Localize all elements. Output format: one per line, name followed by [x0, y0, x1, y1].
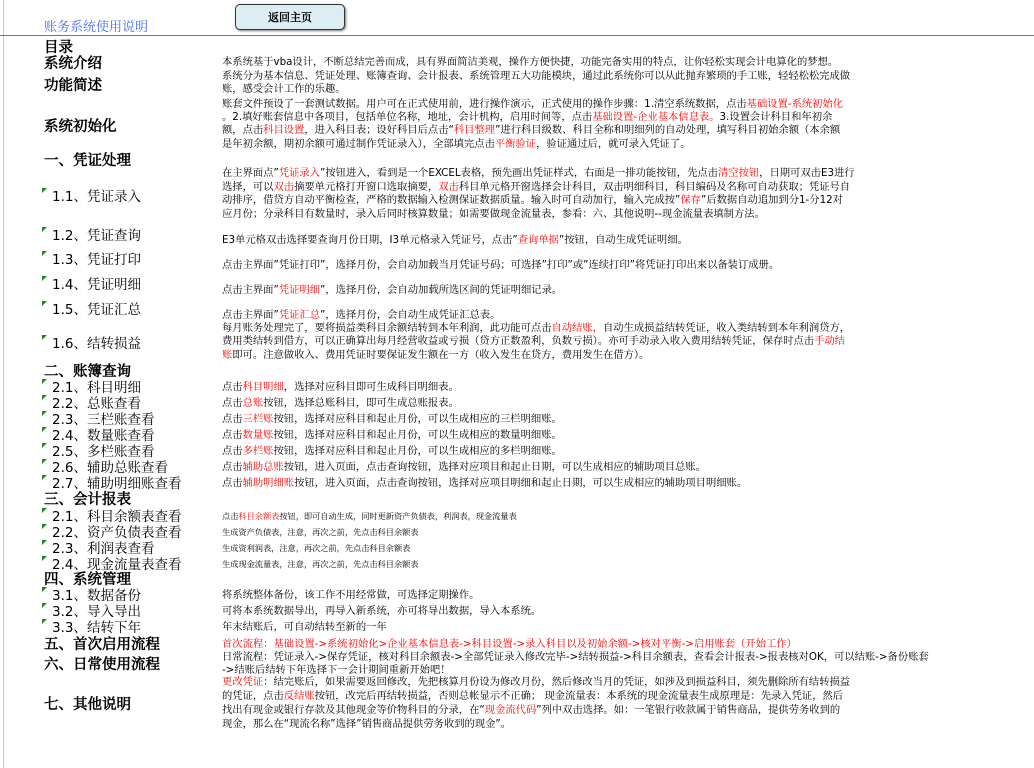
highlighted-term: 科目明细 — [242, 381, 284, 393]
text-segment: ”列中双击选择。如：一笔银行收款属于销售商品，提供劳务收到的 — [536, 704, 841, 716]
description-line — [222, 98, 843, 111]
toc-item[interactable]: 3.1、数据备份 — [52, 588, 141, 604]
highlighted-term: 手动结 — [814, 335, 845, 347]
text-segment: 是年初余额，期初余额可通过制作凭证录入），全部填完点击 — [222, 138, 495, 150]
description-line — [222, 704, 840, 717]
highlighted-term: 凭证明细 — [278, 284, 321, 296]
toc-item[interactable]: 2.7、辅助明细账查看 — [52, 476, 182, 492]
text-segment: ”，选择月份，会自动加载所选区间的凭证明细记录。 — [320, 284, 563, 296]
description-line — [222, 111, 832, 124]
description-line — [222, 413, 562, 426]
text-segment: 可将本系统数据导出，再导入新系统，亦可将导出数据，导入本系统。 — [222, 605, 542, 617]
text-segment: 科目单元格开窗选择会计科目，双击明细科目，科目编码及名称可自动获取；凭证号自 — [458, 181, 851, 193]
text-segment: ，进入科目表；设好科目后点击“ — [304, 124, 454, 136]
toc-item[interactable]: 2.6、辅助总账查看 — [52, 460, 168, 476]
text-segment: 账，感受会计工作的乐趣。 — [222, 83, 346, 95]
text-segment: 每月账务处理完了，要将损益类科目余额结转到本年利润，此功能可点击 — [222, 322, 552, 334]
text-segment: 点击主界面” — [222, 284, 279, 296]
comment-indicator-icon — [42, 188, 47, 193]
comment-indicator-icon — [42, 603, 47, 608]
highlighted-term: 账 — [222, 349, 233, 361]
description-line — [222, 167, 855, 180]
highlighted-term: 三栏账 — [242, 413, 274, 425]
text-segment: 年末结账后，可自动结转至新的一年 — [222, 621, 387, 633]
highlighted-term: 基础设置-企业基本信息表。 — [592, 111, 720, 123]
description-line — [222, 181, 850, 194]
text-segment: 即可。注意做收入、费用凭证时要保证发生额在一方（收入发生在贷方，费用发生在借方）。 — [232, 349, 650, 361]
highlighted-term: 现金流代码 — [484, 704, 537, 716]
text-segment: 按钮，选择总账科目，即可生成总账报表。 — [263, 397, 459, 409]
description-line — [222, 124, 840, 137]
description-line — [222, 208, 765, 221]
text-segment: 生成资利润表，注意，再次之前，先点击科目余额表 — [222, 543, 411, 553]
text-segment: 应月份；分录科目有数量时，录入后同时核算数量；如需要做现金流量表，参看：六、其他说明--现金流量表填制方法。 — [222, 208, 765, 220]
description-line — [222, 322, 850, 335]
text-segment: 点击 — [222, 461, 243, 473]
description-line — [222, 690, 843, 703]
toc-item[interactable]: 1.4、凭证明细 — [52, 277, 141, 293]
comment-indicator-icon — [42, 227, 47, 232]
text-segment: 点击 — [222, 413, 243, 425]
text-segment: 费用类结转到借方，可以正确算出每月经营收益或亏损（贷方正数盈利，负数亏损）。亦可手动录入收入费用结转凭证，保存时点击 — [222, 335, 815, 347]
text-segment: 生成资产负债表，注意，再次之前，先点击科目余额表 — [222, 527, 419, 537]
toc-item[interactable]: 1.1、凭证录入 — [52, 189, 141, 205]
comment-indicator-icon — [42, 276, 47, 281]
text-segment: 自动生成损益结转凭证，收入类结转到本年利润贷方， — [602, 322, 851, 334]
text-segment: ”后数据自动追加到分1-分12对 — [701, 194, 843, 206]
highlighted-term: 清空按钮 — [717, 167, 760, 179]
text-segment: 。2.填好账套信息中各项目，包括单位名称，地址，会计机构，启用时间等，点击 — [222, 111, 593, 123]
text-segment: 动排序，借贷方自动平衡检查，严格的数据输入检测保证数据质量。输入时可自动加行，输入完成按” — [222, 194, 681, 206]
description-line — [222, 651, 929, 664]
description-line — [222, 542, 410, 555]
toc-item[interactable]: 2.2、资产负债表查看 — [52, 525, 182, 541]
description-line — [222, 349, 649, 362]
text-segment: E3单元格双击选择要查询月份日期，I3单元格录入凭证号，点击” — [222, 234, 518, 246]
text-segment: 按钮，选择对应科目和起止月份，可以生成相应的三栏明细账。 — [273, 413, 562, 425]
text-segment: 点击 — [222, 477, 243, 489]
comment-indicator-icon — [42, 459, 47, 464]
highlighted-term: 双击 — [273, 181, 295, 193]
toc-section-heading: 系统介绍 — [44, 56, 102, 72]
sheet-left-edge — [3, 0, 4, 768]
text-segment: 按钮，选择对应科目和起止月份，可以生成相应的数量明细账。 — [273, 429, 562, 441]
description-line — [222, 309, 500, 322]
description-line — [222, 526, 419, 539]
comment-indicator-icon — [42, 301, 47, 306]
toc-item[interactable]: 1.3、凭证打印 — [52, 252, 141, 268]
toc-item[interactable]: 2.4、数量账查看 — [52, 428, 155, 444]
description-line — [222, 397, 459, 410]
description-line — [222, 621, 387, 634]
comment-indicator-icon — [42, 335, 47, 340]
highlighted-term: 凭证录入 — [278, 167, 321, 179]
text-segment: 在主界面点” — [222, 167, 279, 179]
highlighted-term: 反结账 — [283, 690, 315, 702]
toc-section-heading: 六、日常使用流程 — [44, 657, 160, 673]
toc-item[interactable]: 2.2、总账查看 — [52, 396, 141, 412]
text-segment: ：结完账后，如果需要返回修改，先把核算月份设为修改月份，然后修改当月的凭证，如涉及到损益科目，须先删除所有结转损益 — [263, 676, 851, 688]
comment-indicator-icon — [42, 556, 47, 561]
text-segment: 将系统整体备份，该工作不用经常做，可选择定期操作。 — [222, 589, 480, 601]
description-line — [222, 605, 541, 618]
text-segment: 系统分为基本信息、凭证处理、账簿查询、会计报表、系统管理五大功能模块，通过此系统你可以从此抛弃繁琐的手工账，轻轻松松完成做 — [222, 70, 851, 82]
description-line — [222, 335, 845, 348]
text-segment: 找出有现金或银行存款及其他现金等价物科目的分录，在“ — [222, 704, 485, 716]
text-segment: ”进行科目级数、科目全称和明细列的自动处理，填写科目初始余额（本余额 — [495, 124, 841, 136]
highlighted-term: 查询单据 — [517, 234, 559, 246]
description-line — [222, 194, 843, 207]
highlighted-term: 首次流程：基础设置->系统初始化>企业基本信息表->科目设置->录入科目以及初始余额->核对平衡->启用账套（开始工作） — [222, 638, 797, 650]
highlighted-term: 基础设置-系统初始化 — [746, 98, 844, 110]
toc-section-heading: 目录 — [44, 40, 73, 56]
text-segment: 按钮，选择对应科目和起止月份，可以生成相应的多栏明细账。 — [273, 445, 562, 457]
text-segment: ”，选择月份，会自动生成凭证汇总表。 — [320, 309, 501, 321]
toc-section-heading: 功能简述 — [44, 78, 102, 94]
toc-item[interactable]: 2.1、科目余额表查看 — [52, 509, 182, 525]
comment-indicator-icon — [42, 395, 47, 400]
page-title: 账务系统使用说明 — [44, 20, 149, 35]
toc-section-heading: 二、账簿查询 — [44, 364, 131, 380]
text-segment: ”按钮进入，看到是一个EXCEL表格，预先画出凭证样式，右面是一排功能按钮，先点击 — [320, 167, 718, 179]
comment-indicator-icon — [42, 524, 47, 529]
text-segment: 账套文件预设了一套测试数据。用户可在正式使用前，进行操作演示，正式使用的操作步骤：1.清空系统数据，点击 — [222, 98, 747, 110]
text-segment: 按钮，进入页面，点击查询按钮，选择对应项目明细和起止日期，可以生成相应的辅助项目明细账。 — [294, 477, 748, 489]
comment-indicator-icon — [42, 427, 47, 432]
description-line — [222, 510, 517, 523]
text-segment: 点击主界面” — [222, 309, 279, 321]
toc-section-heading: 三、会计报表 — [44, 492, 131, 508]
highlighted-term: 保存 — [680, 194, 701, 206]
comment-indicator-icon — [42, 251, 47, 256]
toc-item[interactable]: 2.1、科目明细 — [52, 380, 141, 396]
description-line — [222, 638, 797, 651]
text-segment: 3.设置会计科目和年初余 — [719, 111, 833, 123]
comment-indicator-icon — [42, 379, 47, 384]
comment-indicator-icon — [42, 443, 47, 448]
highlighted-term: 科目整理 — [453, 124, 496, 136]
description-line — [222, 138, 691, 151]
text-segment: 摘要单元格打开窗口选取摘要， — [294, 181, 439, 193]
text-segment: ，验证通过后，就可录入凭证了。 — [536, 138, 691, 150]
text-segment: 点击主界面”凭证打印”，选择月份，会自动加载当月凭证号码；可选择”打印”或”连续打印”将凭证打印出来以备装订成册。 — [222, 259, 780, 271]
text-segment: ，日期可双击E3进行 — [759, 167, 855, 179]
toc-item[interactable]: 1.2、凭证查询 — [52, 228, 141, 244]
comment-indicator-icon — [42, 619, 47, 624]
comment-indicator-icon — [42, 587, 47, 592]
description-line — [222, 676, 850, 689]
text-segment: 本系统基于vba设计，不断总结完善而成，具有界面简洁美观，操作方便快捷，功能完备实用的特点，让你轻松实现会计电算化的梦想。 — [222, 56, 839, 68]
text-segment: 按钮，即可自动生成，同时更新资产负债表，利润表，现金流量表 — [279, 511, 517, 521]
home-button[interactable]: 返回主页 — [235, 4, 345, 30]
highlighted-term: 凭证汇总 — [278, 309, 321, 321]
highlighted-term: 总账 — [242, 397, 264, 409]
toc-item[interactable]: 1.5、凭证汇总 — [52, 302, 141, 318]
description-line — [222, 83, 346, 96]
comment-indicator-icon — [42, 475, 47, 480]
highlighted-term: 辅助明细账 — [242, 477, 295, 489]
toc-item[interactable]: 1.6、结转损益 — [52, 336, 141, 352]
toc-section-heading: 四、系统管理 — [44, 572, 131, 588]
toc-section-heading: 七、其他说明 — [44, 697, 131, 713]
highlighted-term: 自动结账， — [551, 322, 603, 334]
text-segment: ”按钮，自动生成凭证明细。 — [558, 234, 688, 246]
toc-section-heading: 五、首次启用流程 — [44, 637, 160, 653]
text-segment: 现金，那么在“现流名称”选择”销售商品提供劳务收到的现金”。 — [222, 718, 512, 730]
highlighted-term: 辅助总账 — [242, 461, 284, 473]
highlighted-term: 更改凭证 — [222, 676, 264, 688]
highlighted-term: 科目余额表 — [238, 511, 280, 521]
highlighted-term: 平衡验证 — [494, 138, 537, 150]
description-line — [222, 477, 747, 490]
header-divider — [0, 35, 1034, 36]
description-line — [222, 259, 779, 272]
toc-item[interactable]: 3.3、结转下年 — [52, 620, 141, 636]
highlighted-term: 数量账 — [242, 429, 274, 441]
text-segment: 按钮，进入页面，点击查询按钮，选择对应项目和起止日期，可以生成相应的辅助项目总账。 — [283, 461, 706, 473]
description-line — [222, 234, 688, 247]
toc-item[interactable]: 2.3、利润表查看 — [52, 541, 155, 557]
toc-item[interactable]: 3.2、导入导出 — [52, 604, 141, 620]
description-line — [222, 461, 706, 474]
text-segment: ->结账后结转下年选择下一会计期间重新开始吧！ — [222, 664, 451, 676]
toc-section-heading: 一、凭证处理 — [44, 153, 131, 169]
comment-indicator-icon — [42, 540, 47, 545]
text-segment: 按钮，改完后再结转损益，否则总帐显示不正确； 现金流量表：本系统的现金流量表生成原理是：先录入凭证，然后 — [314, 690, 844, 702]
toc-item[interactable]: 2.3、三栏账查看 — [52, 412, 155, 428]
text-segment: 的凭证，点击 — [222, 690, 284, 702]
description-line — [222, 429, 562, 442]
text-segment: 日常流程：凭证录入->保存凭证，核对科目余额表->全部凭证录入修改完毕->结转损益->科目余额表，查看会计报表->报表核对OK，可以结账->备份账套 — [222, 651, 929, 663]
toc-item[interactable]: 2.5、多栏账查看 — [52, 444, 155, 460]
text-segment: 点击 — [222, 381, 243, 393]
text-segment: 点击 — [222, 511, 239, 521]
text-segment: 选择，可以 — [222, 181, 274, 193]
highlighted-term: 科目设置 — [263, 124, 305, 136]
toc-section-heading: 系统初始化 — [44, 119, 117, 135]
comment-indicator-icon — [42, 411, 47, 416]
description-line — [222, 718, 511, 731]
description-line — [222, 381, 459, 394]
toc-item[interactable]: 2.4、现金流量表查看 — [52, 557, 182, 573]
text-segment: 额，点击 — [222, 124, 264, 136]
text-segment: ，选择对应科目即可生成科目明细表。 — [283, 381, 459, 393]
description-line — [222, 589, 479, 602]
text-segment: 点击 — [222, 445, 243, 457]
description-line — [222, 56, 838, 69]
text-segment: 生成现金流量表，注意，再次之前，先点击科目余额表 — [222, 559, 419, 569]
comment-indicator-icon — [42, 508, 47, 513]
text-segment: 点击 — [222, 429, 243, 441]
text-segment: 点击 — [222, 397, 243, 409]
description-line — [222, 445, 562, 458]
description-line — [222, 558, 419, 571]
description-line — [222, 284, 562, 297]
highlighted-term: 多栏账 — [242, 445, 274, 457]
description-line — [222, 70, 850, 83]
highlighted-term: 双击 — [438, 181, 459, 193]
